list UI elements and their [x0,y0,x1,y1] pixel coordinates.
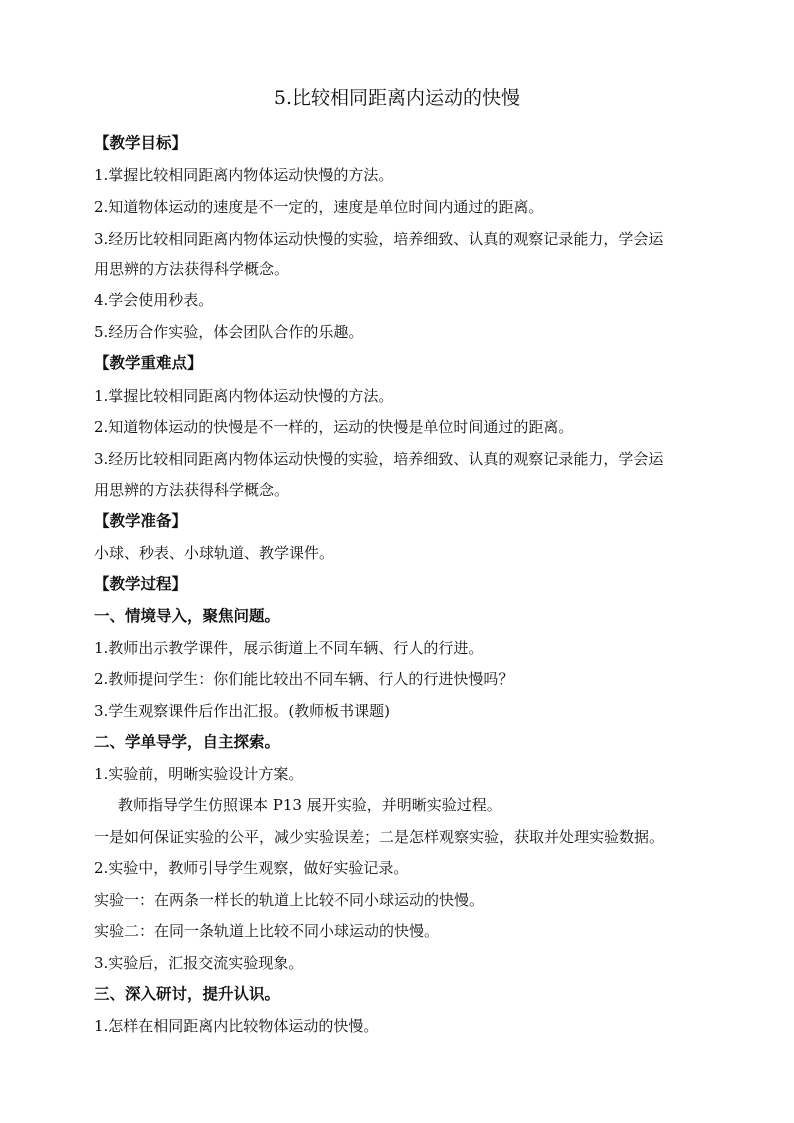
process-item: 3.学生观察课件后作出汇报。(教师板书课题) [94,702,391,720]
goal-item: 1.掌握比较相同距离内物体运动快慢的方法。 [94,166,394,184]
process-item-indented: 教师指导学生仿照课本 P13 展开实验，并明晰实验过程。 [118,796,502,814]
key-point-item: 3.经历比较相同距离内物体运动快慢的实验，培养细致、认真的观察记录能力，学会运 [94,450,664,468]
goal-item: 4.学会使用秒表。 [94,291,214,309]
process-item: 实验一：在两条一样长的轨道上比较不同小球运动的快慢。 [94,891,485,909]
process-part1-heading: 一、情境导入，聚焦问题。 [94,606,281,625]
preparation-item: 小球、秒表、小球轨道、教学课件。 [94,544,335,562]
process-item: 1.实验前，明晰实验设计方案。 [94,765,304,783]
key-point-item: 2.知道物体运动的快慢是不一样的，运动的快慢是单位时间通过的距离。 [94,418,574,436]
goal-item: 5.经历合作实验，体会团队合作的乐趣。 [94,323,364,341]
process-item: 一是如何保证实验的公平，减少实验误差；二是怎样观察实验，获取并处理实验数据。 [94,828,665,846]
process-part2-heading: 二、学单导学，自主探索。 [94,732,281,751]
goal-item: 2.知道物体运动的速度是不一定的，速度是单位时间内通过的距离。 [94,198,544,216]
section-heading-goals: 【教学目标】 [94,133,188,152]
process-item: 实验二：在同一条轨道上比较不同小球运动的快慢。 [94,922,440,940]
process-item: 3.实验后，汇报交流实验现象。 [94,954,304,972]
process-item: 2.教师提问学生：你们能比较出不同车辆、行人的行进快慢吗？ [94,670,514,688]
process-item: 1.教师出示教学课件，展示街道上不同车辆、行人的行进。 [94,639,484,657]
section-heading-key-points: 【教学重难点】 [94,353,203,372]
section-heading-process: 【教学过程】 [94,574,188,593]
key-point-item-continued: 用思辨的方法获得科学概念。 [94,481,290,499]
process-item: 1.怎样在相同距离内比较物体运动的快慢。 [94,1017,379,1035]
goal-item-continued: 用思辨的方法获得科学概念。 [94,260,290,278]
section-heading-preparation: 【教学准备】 [94,511,188,530]
goal-item: 3.经历比较相同距离内物体运动快慢的实验，培养细致、认真的观察记录能力，学会运 [94,230,664,248]
page-title: 5.比较相同距离内运动的快慢 [273,87,521,109]
process-part3-heading: 三、深入研讨，提升认识。 [94,984,281,1003]
process-item: 2.实验中，教师引导学生观察，做好实验记录。 [94,859,409,877]
key-point-item: 1.掌握比较相同距离内物体运动快慢的方法。 [94,387,394,405]
